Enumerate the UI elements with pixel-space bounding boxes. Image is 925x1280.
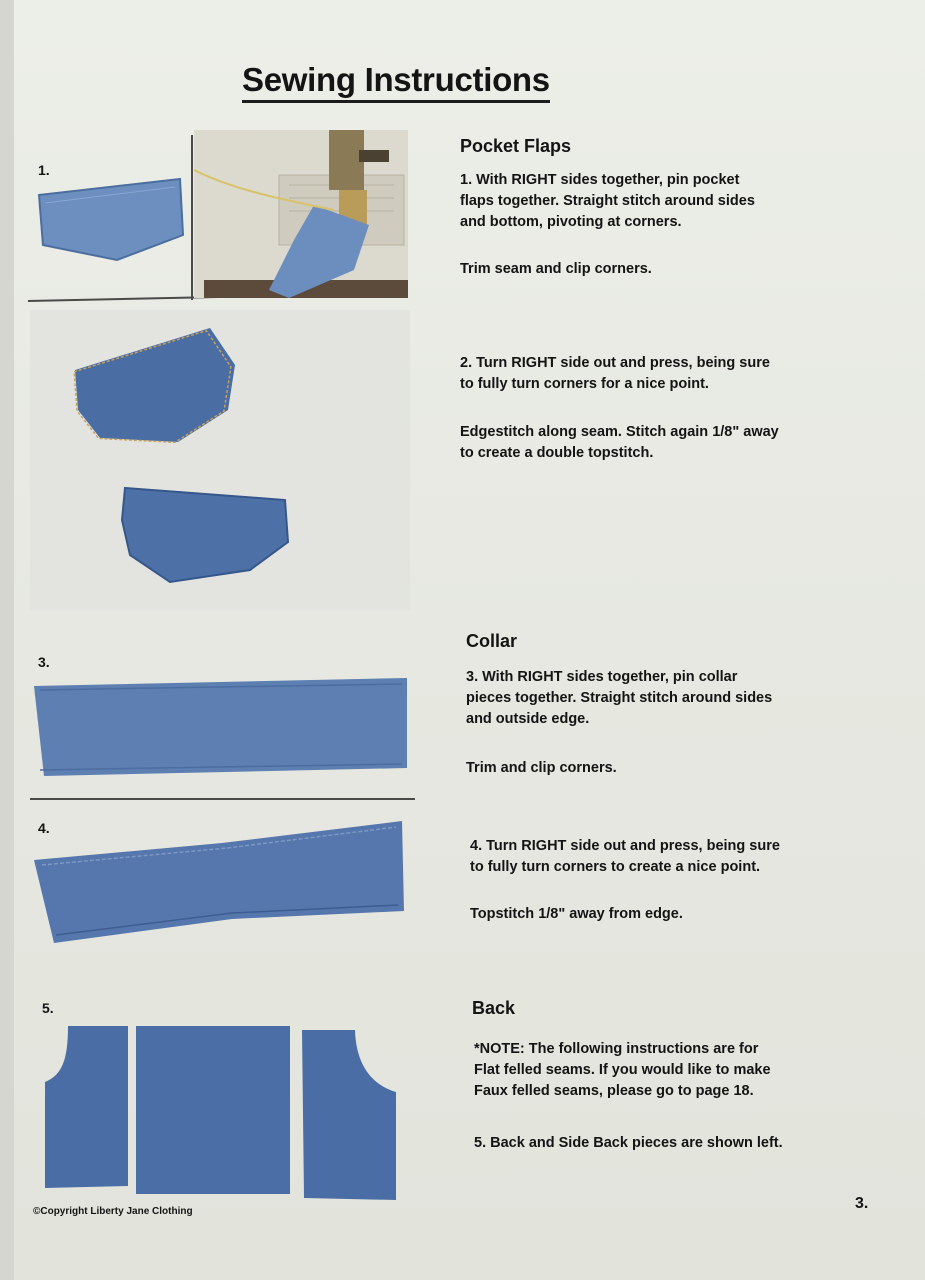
step-3-note: Trim and clip corners. <box>466 760 617 776</box>
photo-divider-3 <box>30 798 415 800</box>
back-note: *NOTE: The following instructions are for Flat felled seams. If you would like to make Faux felled seams, please go to page 18. <box>474 1041 771 1099</box>
step-4-text: 4. Turn RIGHT side out and press, being sure to fully turn corners to create a nice point. <box>470 838 780 875</box>
step-2-text: 2. Turn RIGHT side out and press, being sure to fully turn corners for a nice point. <box>460 355 770 392</box>
collar-turned-photo <box>32 815 412 950</box>
photo-divider-vertical <box>191 135 193 300</box>
back-pieces-photo <box>40 1020 400 1202</box>
step-1-text: 1. With RIGHT sides together, pin pocket flaps together. Straight stitch around sides and bottom, pivoting at corners. <box>460 172 755 230</box>
collar-pieces-photo <box>32 676 412 781</box>
heading-back: Back <box>472 998 516 1018</box>
step-5-text: 5. Back and Side Back pieces are shown left. <box>474 1135 783 1151</box>
heading-pocket-flaps: Pocket Flaps <box>460 136 572 156</box>
page-number: 3. <box>855 1195 869 1212</box>
step-3-text: 3. With RIGHT sides together, pin collar pieces together. Straight stitch around sides and outside edge. <box>466 669 773 727</box>
heading-collar: Collar <box>466 631 518 651</box>
page-title: Sewing Instructions <box>242 62 550 103</box>
turned-flaps-photo <box>30 310 410 610</box>
step-number-5: 5. <box>42 1000 54 1016</box>
pocket-flap-photo <box>35 175 185 270</box>
step-number-4: 4. <box>38 820 50 836</box>
page-edge-shadow <box>0 0 14 1280</box>
sewing-machine-photo <box>194 130 408 298</box>
step-2-note: Edgestitch along seam. Stitch again 1/8" away to create a double topstitch. <box>460 424 779 461</box>
step-number-3: 3. <box>38 654 50 670</box>
step-4-note: Topstitch 1/8" away from edge. <box>470 906 683 922</box>
step-number-1: 1. <box>38 162 50 178</box>
copyright-notice: ©Copyright Liberty Jane Clothing <box>33 1206 193 1217</box>
step-1-note: Trim seam and clip corners. <box>460 261 652 277</box>
